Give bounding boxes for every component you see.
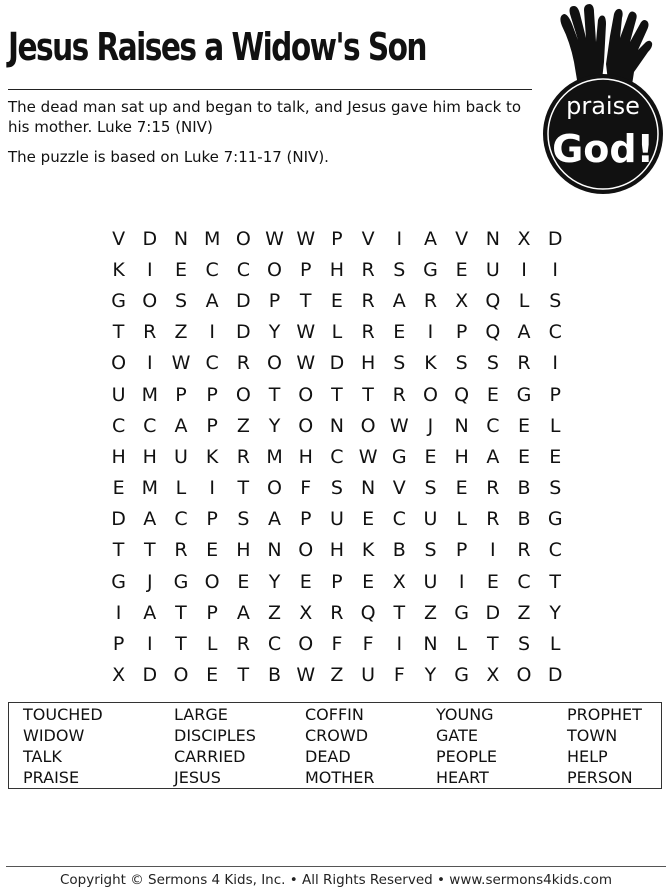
grid-row xyxy=(103,254,571,285)
grid-letter[interactable]: O xyxy=(235,227,251,250)
logo-text-top: praise xyxy=(566,92,640,120)
word-list-item: DISCIPLES xyxy=(174,726,256,745)
grid-letter[interactable]: C xyxy=(517,570,531,593)
grid-letter[interactable]: M xyxy=(141,383,158,406)
grid-letter[interactable]: I xyxy=(396,633,403,656)
grid-letter[interactable]: C xyxy=(267,633,282,656)
grid-row xyxy=(103,566,571,597)
grid-row xyxy=(103,441,571,472)
grid-letter[interactable]: R xyxy=(143,321,157,344)
grid-letter[interactable]: T xyxy=(487,633,499,656)
grid-letter[interactable]: U xyxy=(423,508,438,531)
grid-letter[interactable]: R xyxy=(361,289,375,312)
word-list-item: DEAD xyxy=(305,747,351,766)
grid-letter[interactable]: P xyxy=(206,508,218,531)
grid-letter[interactable]: L xyxy=(518,289,530,312)
grid-letter[interactable]: R xyxy=(517,352,531,375)
grid-row xyxy=(103,535,571,566)
grid-letter[interactable]: W xyxy=(389,414,409,437)
grid-letter[interactable]: Y xyxy=(268,570,281,593)
grid-letter[interactable]: O xyxy=(267,258,283,281)
word-list-item: TOUCHED xyxy=(23,705,103,724)
grid-letter[interactable]: D xyxy=(111,508,126,531)
grid-letter[interactable]: A xyxy=(205,289,219,312)
grid-letter[interactable]: R xyxy=(361,258,375,281)
grid-letter[interactable]: K xyxy=(424,352,437,375)
grid-letter[interactable]: X xyxy=(517,227,531,250)
grid-letter[interactable]: I xyxy=(552,258,559,281)
grid-letter[interactable]: B xyxy=(392,539,406,562)
grid-letter[interactable]: W xyxy=(296,227,316,250)
word-list-item: MOTHER xyxy=(305,768,375,787)
grid-letter[interactable]: I xyxy=(146,633,153,656)
grid-letter[interactable]: H xyxy=(298,445,313,468)
grid-letter[interactable]: A xyxy=(392,289,406,312)
grid-letter[interactable]: P xyxy=(299,508,312,531)
grid-letter[interactable]: R xyxy=(236,633,250,656)
grid-letter[interactable]: R xyxy=(486,477,500,500)
grid-letter[interactable]: E xyxy=(237,570,250,593)
grid-letter[interactable]: N xyxy=(329,414,345,437)
grid-letter[interactable]: S xyxy=(486,352,499,375)
grid-letter[interactable]: H xyxy=(142,445,157,468)
grid-letter[interactable]: E xyxy=(206,664,219,687)
grid-letter[interactable]: Y xyxy=(268,321,281,344)
grid-letter[interactable]: E xyxy=(518,445,531,468)
grid-letter[interactable]: S xyxy=(518,633,531,656)
grid-letter[interactable]: P xyxy=(206,601,218,624)
grid-letter[interactable]: G xyxy=(111,570,126,593)
grid-letter[interactable]: C xyxy=(548,539,562,562)
grid-letter[interactable]: J xyxy=(427,414,434,437)
grid-letter[interactable]: P xyxy=(331,227,343,250)
grid-letter[interactable]: I xyxy=(552,352,559,375)
grid-letter[interactable]: E xyxy=(393,321,406,344)
grid-letter[interactable]: R xyxy=(423,289,438,312)
grid-letter[interactable]: Z xyxy=(330,664,344,687)
grid-letter[interactable]: W xyxy=(296,664,316,687)
grid-letter[interactable]: E xyxy=(174,258,187,281)
grid-letter[interactable]: K xyxy=(361,539,375,562)
word-list-item: TOWN xyxy=(567,726,618,745)
grid-letter[interactable]: O xyxy=(298,633,314,656)
grid-letter[interactable]: G xyxy=(391,445,407,468)
grid-letter[interactable]: P xyxy=(455,539,468,562)
grid-letter[interactable]: L xyxy=(206,633,218,656)
grid-letter[interactable]: M xyxy=(141,477,158,500)
footer-divider xyxy=(6,866,666,867)
grid-letter[interactable]: A xyxy=(236,601,250,624)
grid-letter[interactable]: U xyxy=(361,664,376,687)
grid-letter[interactable]: C xyxy=(205,352,219,375)
grid-letter[interactable]: R xyxy=(361,321,375,344)
footer-copyright: Copyright © Sermons 4 Kids, Inc. • All Rights Reserved • www.sermons4kids.com xyxy=(60,872,612,888)
grid-letter[interactable]: P xyxy=(206,383,218,406)
grid-letter[interactable]: P xyxy=(299,258,312,281)
grid-letter[interactable]: N xyxy=(173,227,189,250)
grid-letter[interactable]: A xyxy=(143,508,157,531)
grid-letter[interactable]: L xyxy=(456,508,467,531)
grid-letter[interactable]: C xyxy=(174,508,188,531)
grid-letter[interactable]: L xyxy=(549,633,561,656)
grid-row xyxy=(103,317,571,348)
grid-letter[interactable]: A xyxy=(143,601,157,624)
title-divider xyxy=(8,89,532,90)
grid-letter[interactable]: N xyxy=(454,414,469,437)
grid-row xyxy=(103,223,571,254)
grid-letter[interactable]: R xyxy=(392,383,406,406)
grid-letter[interactable]: P xyxy=(455,321,468,344)
grid-letter[interactable]: S xyxy=(330,477,343,500)
grid-letter[interactable]: T xyxy=(175,633,187,656)
grid-letter[interactable]: Z xyxy=(174,321,188,344)
grid-letter[interactable]: O xyxy=(360,414,376,437)
grid-letter[interactable]: H xyxy=(360,352,376,375)
grid-letter[interactable]: S xyxy=(174,289,187,312)
grid-letter[interactable]: Q xyxy=(485,321,501,344)
grid-letter[interactable]: W xyxy=(265,227,284,250)
grid-letter[interactable]: I xyxy=(458,570,465,593)
grid-letter[interactable]: I xyxy=(146,258,153,281)
word-list-item: PRAISE xyxy=(23,768,80,787)
grid-row xyxy=(103,410,571,441)
grid-letter[interactable]: S xyxy=(549,289,562,312)
grid-letter[interactable]: D xyxy=(547,664,563,687)
grid-letter[interactable]: Y xyxy=(549,601,562,624)
grid-letter[interactable]: X xyxy=(112,664,126,687)
grid-letter[interactable]: I xyxy=(427,321,434,344)
grid-letter[interactable]: C xyxy=(392,508,406,531)
grid-letter[interactable]: L xyxy=(331,321,343,344)
grid-letter[interactable]: E xyxy=(486,570,499,593)
grid-letter[interactable]: U xyxy=(423,570,438,593)
grid-letter[interactable]: G xyxy=(454,664,470,687)
grid-letter[interactable]: I xyxy=(209,477,215,500)
grid-letter[interactable]: O xyxy=(298,539,314,562)
grid-letter[interactable]: O xyxy=(173,664,189,687)
grid-letter[interactable]: H xyxy=(329,258,345,281)
grid-letter[interactable]: O xyxy=(235,383,251,406)
grid-letter[interactable]: K xyxy=(205,445,219,468)
word-list-item: WIDOW xyxy=(23,726,85,745)
grid-letter[interactable]: V xyxy=(455,227,469,250)
word-list-item: LARGE xyxy=(174,705,228,724)
grid-letter[interactable]: T xyxy=(112,321,125,344)
grid-row xyxy=(103,660,571,691)
grid-letter[interactable]: N xyxy=(423,633,438,656)
grid-letter[interactable]: E xyxy=(549,445,562,468)
grid-letter[interactable]: U xyxy=(329,508,344,531)
word-list-item: COFFIN xyxy=(305,705,364,724)
grid-letter[interactable]: R xyxy=(236,445,250,468)
grid-letter[interactable]: C xyxy=(548,321,562,344)
grid-letter[interactable]: N xyxy=(360,477,376,500)
grid-letter[interactable]: I xyxy=(115,601,122,624)
grid-letter[interactable]: A xyxy=(268,508,282,531)
grid-letter[interactable]: I xyxy=(146,352,153,375)
grid-letter[interactable]: P xyxy=(268,289,281,312)
page-title: Jesus Raises a Widow's Son xyxy=(8,25,426,69)
grid-letter[interactable]: R xyxy=(236,352,250,375)
grid-letter[interactable]: T xyxy=(237,664,250,687)
grid-letter[interactable]: C xyxy=(486,414,500,437)
grid-letter[interactable]: U xyxy=(111,383,126,406)
grid-letter[interactable]: X xyxy=(486,664,500,687)
grid-letter[interactable]: M xyxy=(203,227,221,250)
word-list-item: CROWD xyxy=(305,726,369,745)
grid-letter[interactable]: D xyxy=(142,227,158,250)
grid-letter[interactable]: Q xyxy=(454,383,470,406)
grid-letter[interactable]: W xyxy=(296,321,316,344)
grid-letter[interactable]: E xyxy=(206,539,219,562)
grid-letter[interactable]: V xyxy=(392,477,406,500)
word-list-item: PROPHET xyxy=(567,705,642,724)
grid-letter[interactable]: B xyxy=(517,508,531,531)
grid-letter[interactable]: C xyxy=(111,414,126,437)
grid-letter[interactable]: A xyxy=(517,321,531,344)
grid-letter[interactable]: I xyxy=(490,539,496,562)
grid-letter[interactable]: A xyxy=(423,227,437,250)
grid-letter[interactable]: A xyxy=(486,445,500,468)
word-list-item: CARRIED xyxy=(174,747,246,766)
grid-letter[interactable]: R xyxy=(517,539,531,562)
grid-letter[interactable]: Z xyxy=(517,601,531,624)
grid-letter[interactable]: R xyxy=(330,601,344,624)
grid-letter[interactable]: I xyxy=(396,227,403,250)
word-list-item: JESUS xyxy=(174,768,221,787)
grid-letter[interactable]: G xyxy=(173,570,189,593)
grid-letter[interactable]: T xyxy=(331,383,343,406)
grid-letter[interactable]: H xyxy=(329,539,345,562)
grid-row xyxy=(103,348,571,379)
grid-letter[interactable]: O xyxy=(204,570,220,593)
grid-letter[interactable]: H xyxy=(111,445,126,468)
grid-letter[interactable]: S xyxy=(393,352,406,375)
grid-letter[interactable]: L xyxy=(456,633,467,656)
grid-letter[interactable]: N xyxy=(485,227,500,250)
grid-letter[interactable]: X xyxy=(455,289,469,312)
grid-row xyxy=(103,379,571,410)
scripture-description: The dead man sat up and began to talk, and Jesus gave him back to his mother. Luke 7:15 (NIV) xyxy=(8,98,522,136)
grid-letter[interactable]: D xyxy=(547,227,563,250)
grid-letter[interactable]: R xyxy=(174,539,188,562)
grid-row xyxy=(103,285,571,316)
grid-letter[interactable]: W xyxy=(358,445,378,468)
grid-letter[interactable]: B xyxy=(517,477,531,500)
grid-row xyxy=(103,628,571,659)
grid-letter[interactable]: P xyxy=(175,383,187,406)
praise-god-logo xyxy=(540,2,666,202)
grid-row xyxy=(103,473,571,504)
grid-letter[interactable]: O xyxy=(267,352,283,375)
grid-letter[interactable]: I xyxy=(209,321,215,344)
grid-letter[interactable]: U xyxy=(485,258,500,281)
grid-letter[interactable]: S xyxy=(455,352,468,375)
grid-letter[interactable]: O xyxy=(422,383,438,406)
grid-letter[interactable]: Q xyxy=(485,289,501,312)
grid-letter[interactable]: G xyxy=(547,508,563,531)
grid-letter[interactable]: E xyxy=(362,508,375,531)
grid-letter[interactable]: K xyxy=(112,258,125,281)
grid-letter[interactable]: E xyxy=(362,570,375,593)
grid-letter[interactable]: E xyxy=(424,445,437,468)
grid-letter[interactable]: O xyxy=(516,664,532,687)
grid-letter[interactable]: T xyxy=(299,289,312,312)
grid-letter[interactable]: T xyxy=(549,570,562,593)
grid-letter[interactable]: S xyxy=(393,258,406,281)
grid-letter[interactable]: H xyxy=(454,445,469,468)
grid-letter[interactable]: Z xyxy=(423,601,437,624)
grid-letter[interactable]: W xyxy=(296,352,316,375)
word-search-grid[interactable] xyxy=(103,223,571,691)
grid-letter[interactable]: E xyxy=(455,258,468,281)
grid-letter[interactable]: G xyxy=(111,289,126,312)
grid-letter[interactable]: E xyxy=(330,289,343,312)
grid-letter[interactable]: L xyxy=(549,414,561,437)
grid-letter[interactable]: G xyxy=(423,258,438,281)
word-list-item: HELP xyxy=(567,747,608,766)
grid-letter[interactable]: E xyxy=(455,477,468,500)
grid-letter[interactable]: C xyxy=(330,445,344,468)
grid-letter[interactable]: L xyxy=(175,477,187,500)
grid-row xyxy=(103,504,571,535)
word-list-item: TALK xyxy=(23,747,62,766)
grid-letter[interactable]: O xyxy=(111,352,127,375)
grid-letter[interactable]: E xyxy=(299,570,312,593)
grid-letter[interactable]: G xyxy=(516,383,532,406)
grid-letter[interactable]: F xyxy=(393,664,405,687)
word-list-item: PERSON xyxy=(567,768,633,787)
grid-letter[interactable]: W xyxy=(171,352,191,375)
grid-letter[interactable]: O xyxy=(298,414,314,437)
word-list xyxy=(8,702,662,789)
grid-letter[interactable]: X xyxy=(299,601,313,624)
grid-letter[interactable]: S xyxy=(549,477,562,500)
word-list-item: YOUNG xyxy=(436,705,494,724)
grid-letter[interactable]: G xyxy=(454,601,470,624)
word-list-item: HEART xyxy=(436,768,489,787)
grid-letter[interactable]: C xyxy=(205,258,219,281)
grid-letter[interactable]: I xyxy=(521,258,527,281)
grid-letter[interactable]: Z xyxy=(236,414,250,437)
word-list-item: PEOPLE xyxy=(436,747,498,766)
grid-letter[interactable]: D xyxy=(236,321,251,344)
word-list-item: GATE xyxy=(436,726,478,745)
grid-letter[interactable]: F xyxy=(300,477,312,500)
grid-letter[interactable]: V xyxy=(361,227,375,250)
grid-letter[interactable]: O xyxy=(142,289,158,312)
logo-text-bottom: God! xyxy=(552,127,654,171)
grid-letter[interactable]: C xyxy=(236,258,250,281)
grid-letter[interactable]: H xyxy=(236,539,251,562)
grid-letter[interactable]: P xyxy=(331,570,343,593)
grid-letter[interactable]: E xyxy=(486,383,499,406)
grid-letter[interactable]: P xyxy=(549,383,561,406)
grid-letter[interactable]: B xyxy=(268,664,282,687)
grid-letter[interactable]: F xyxy=(362,633,374,656)
grid-letter[interactable]: Q xyxy=(360,601,376,624)
grid-letter[interactable]: T xyxy=(143,539,156,562)
grid-letter[interactable]: S xyxy=(424,477,437,500)
grid-letter[interactable]: Y xyxy=(268,414,281,437)
grid-letter[interactable]: J xyxy=(146,570,153,593)
grid-letter[interactable]: P xyxy=(112,633,125,656)
grid-letter[interactable]: D xyxy=(236,289,251,312)
grid-letter[interactable]: D xyxy=(329,352,345,375)
grid-letter[interactable]: E xyxy=(112,477,125,500)
grid-letter[interactable]: T xyxy=(175,601,187,624)
grid-letter[interactable]: T xyxy=(112,539,125,562)
grid-letter[interactable]: Y xyxy=(424,664,437,687)
grid-letter[interactable]: V xyxy=(112,227,126,250)
grid-letter[interactable]: M xyxy=(266,445,283,468)
grid-row xyxy=(103,597,571,628)
grid-letter[interactable]: U xyxy=(174,445,188,468)
grid-letter[interactable]: E xyxy=(518,414,531,437)
grid-letter[interactable]: T xyxy=(362,383,374,406)
grid-letter[interactable]: D xyxy=(485,601,501,624)
grid-letter[interactable]: A xyxy=(174,414,188,437)
puzzle-source: The puzzle is based on Luke 7:11-17 (NIV). xyxy=(8,148,329,166)
grid-letter[interactable]: Z xyxy=(268,601,282,624)
grid-letter[interactable]: S xyxy=(424,539,437,562)
grid-letter[interactable]: T xyxy=(393,601,406,624)
grid-letter[interactable]: R xyxy=(486,508,500,531)
grid-letter[interactable]: D xyxy=(142,664,158,687)
grid-letter[interactable]: F xyxy=(331,633,343,656)
grid-letter[interactable]: O xyxy=(298,383,314,406)
grid-letter[interactable]: N xyxy=(267,539,282,562)
grid-letter[interactable]: S xyxy=(237,508,250,531)
grid-letter[interactable]: P xyxy=(206,414,218,437)
grid-letter[interactable]: C xyxy=(143,414,157,437)
grid-letter[interactable]: T xyxy=(237,477,250,500)
grid-letter[interactable]: O xyxy=(267,477,283,500)
grid-letter[interactable]: X xyxy=(392,570,406,593)
grid-letter[interactable]: T xyxy=(268,383,281,406)
